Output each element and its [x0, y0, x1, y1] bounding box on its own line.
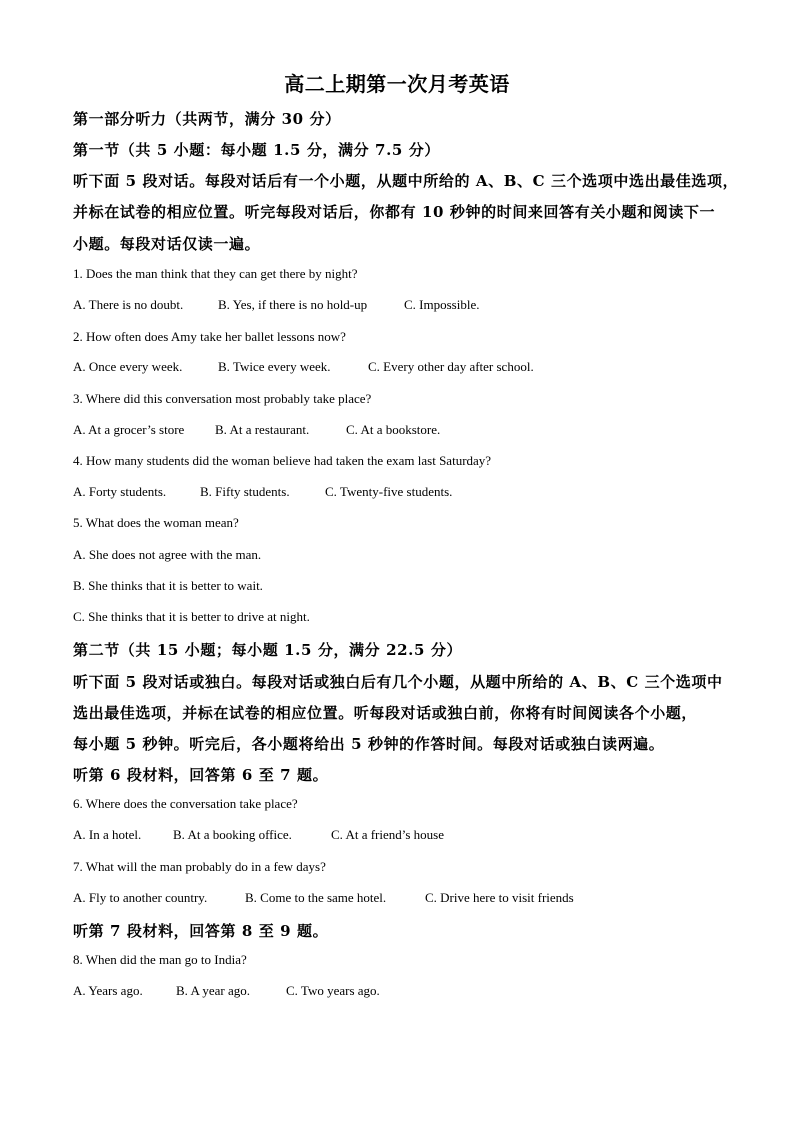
- question-7-options: [73, 890, 733, 906]
- question-8: 8. When did the man go to India?: [73, 952, 247, 967]
- part1-heading: 第一部分听力（共两节，满分 30 分）: [73, 110, 341, 128]
- option-b: B. At a restaurant.: [215, 422, 310, 437]
- option-b: B. She thinks that it is better to wait.: [73, 578, 263, 593]
- section2-heading: 第二节（共 15 小题；每小题 1.5 分，满分 22.5 分）: [73, 641, 463, 659]
- section1-instruction-line: 听下面 5 段对话。每段对话后有一个小题，从题中所给的 A、B、C 三个选项中选出最佳选项，: [73, 172, 739, 190]
- option-b: B. Fifty students.: [200, 484, 290, 499]
- option-b: B. At a booking office.: [173, 827, 292, 842]
- option-c: C. Drive here to visit friends: [425, 890, 574, 905]
- option-b: B. Yes, if there is no hold-up: [218, 297, 368, 312]
- option-c: C. Every other day after school.: [368, 359, 534, 374]
- option-c: C. Two years ago.: [286, 983, 380, 998]
- option-a: A. At a grocer’s store: [73, 422, 185, 437]
- option-a: A. There is no doubt.: [73, 297, 184, 312]
- question-4: 4. How many students did the woman believe had taken the exam last Saturday?: [73, 453, 492, 468]
- option-a: A. Years ago.: [73, 983, 143, 998]
- section2-instruction-line: 每小题 5 秒钟。听完后，各小题将给出 5 秒钟的作答时间。每段对话或独白读两遍。: [73, 735, 665, 753]
- option-c: C. At a bookstore.: [346, 422, 441, 437]
- question-6-options: [73, 827, 733, 843]
- option-c: C. Twenty-five students.: [325, 484, 453, 499]
- option-a: A. She does not agree with the man.: [73, 547, 262, 562]
- question-3-options: [73, 422, 733, 438]
- question-4-options: [73, 484, 733, 500]
- option-c: C. At a friend’s house: [331, 827, 445, 842]
- material-6-heading: 听第 6 段材料，回答第 6 至 7 题。: [73, 766, 329, 784]
- question-5: 5. What does the woman mean?: [73, 515, 239, 530]
- section2-instruction-line: 选出最佳选项，并标在试卷的相应位置。听每段对话或独白前，你将有时间阅读各个小题，: [73, 704, 698, 722]
- option-a: A. In a hotel.: [73, 827, 142, 842]
- question-2: 2. How often does Amy take her ballet lessons now?: [73, 329, 346, 344]
- question-1-options: [73, 297, 733, 313]
- option-c: C. Impossible.: [404, 297, 480, 312]
- section1-heading: 第一节（共 5 小题：每小题 1.5 分，满分 7.5 分）: [73, 141, 440, 159]
- option-a: A. Forty students.: [73, 484, 167, 499]
- question-7: 7. What will the man probably do in a few days?: [73, 859, 326, 874]
- option-b: B. Come to the same hotel.: [245, 890, 387, 905]
- question-1: 1. Does the man think that they can get there by night?: [73, 266, 358, 281]
- option-c: C. She thinks that it is better to drive at night.: [73, 609, 310, 624]
- question-6: 6. Where does the conversation take place?: [73, 796, 298, 811]
- page-title: 高二上期第一次月考英语: [284, 72, 510, 96]
- option-a: A. Once every week.: [73, 359, 183, 374]
- question-8-options: [73, 983, 733, 999]
- option-a: A. Fly to another country.: [73, 890, 208, 905]
- section1-instruction-line: 并标在试卷的相应位置。听完每段对话后，你都有 10 秒钟的时间来回答有关小题和阅读下一: [73, 203, 716, 221]
- option-b: B. Twice every week.: [218, 359, 331, 374]
- section2-instruction-line: 听下面 5 段对话或独白。每段对话或独白后有几个小题，从题中所给的 A、B、C 三个选项中: [73, 673, 723, 691]
- question-2-options: [73, 359, 733, 375]
- section1-instruction-line: 小题。每段对话仅读一遍。: [73, 235, 261, 253]
- option-b: B. A year ago.: [176, 983, 251, 998]
- question-3: 3. Where did this conversation most probably take place?: [73, 391, 372, 406]
- material-7-heading: 听第 7 段材料，回答第 8 至 9 题。: [73, 922, 329, 940]
